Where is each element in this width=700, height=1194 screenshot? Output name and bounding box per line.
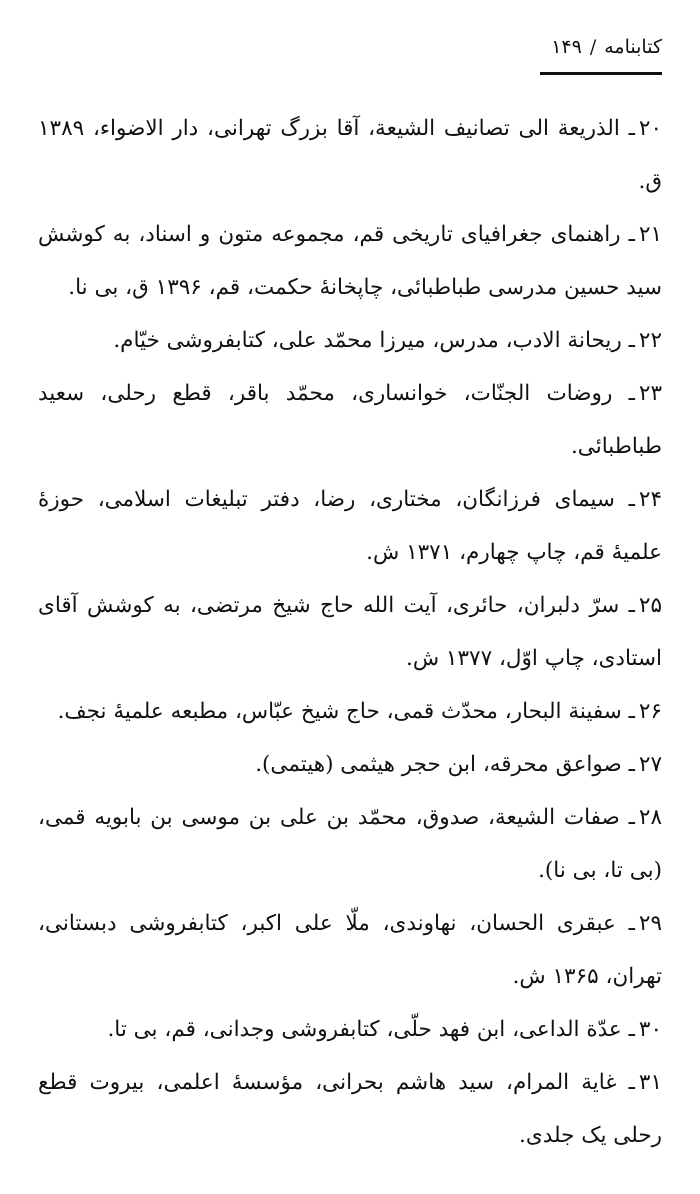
bibliography-entry (38, 579, 662, 685)
bibliography-entry (38, 367, 662, 473)
entry-text: ـ عدّة الداعی، ابن فهد حلّی، کتابفروشی وجدانی، قم، بی تا. (107, 1017, 635, 1042)
bibliography-list (38, 102, 662, 1162)
entry-number: ۲۶ (638, 699, 662, 724)
bibliography-entry (38, 1056, 662, 1162)
entry-number: ۲۵ (638, 593, 662, 618)
entry-text: ـ صواعق محرقه، ابن حجر هیثمی (هیتمی). (255, 752, 635, 777)
entry-text: ـ راهنمای جغرافیای تاریخی قم، مجموعه متون و اسناد، به کوشش سید حسین مدرسی طباطبائی، چاپخانۀ حکمت، قم، ۱۳۹۶ ق، بی نا. (38, 222, 662, 300)
bibliography-entry (38, 208, 662, 314)
header-title: کتابنامه (604, 36, 662, 58)
entry-number: ۲۰ (638, 116, 662, 141)
entry-number: ۲۹ (638, 911, 662, 936)
bibliography-entry (38, 738, 662, 791)
page-number: ۱۴۹ (551, 36, 582, 58)
bibliography-entry (38, 473, 662, 579)
entry-number: ۲۸ (638, 805, 662, 830)
entry-number: ۳۰ (638, 1017, 662, 1042)
entry-number: ۳۱ (638, 1070, 662, 1095)
entry-text: ـ صفات الشیعة، صدوق، محمّد بن علی بن موسی بن بابویه قمی، (بی تا، بی نا). (38, 805, 662, 883)
entry-number: ۲۲ (638, 328, 662, 353)
entry-text: ـ سفینة البحار، محدّث قمی، حاج شیخ عبّاس، مطبعه علمیۀ نجف. (57, 699, 635, 724)
entry-text: ـ عبقری الحسان، نهاوندی، ملّا علی اکبر، کتابفروشی دبستانی، تهران، ۱۳۶۵ ش. (38, 911, 662, 989)
bibliography-entry (38, 791, 662, 897)
entry-text: ـ سیمای فرزانگان، مختاری، رضا، دفتر تبلیغات اسلامی، حوزۀ علمیۀ قم، چاپ چهارم، ۱۳۷۱ ش. (38, 487, 662, 565)
entry-number: ۲۷ (638, 752, 662, 777)
bibliography-entry (38, 314, 662, 367)
entry-number: ۲۴ (638, 487, 662, 512)
entry-number: ۲۳ (638, 381, 662, 406)
entry-text: ـ غایة المرام، سید هاشم بحرانی، مؤسسۀ اعلمی، بیروت قطع رحلی یک جلدی. (38, 1070, 662, 1148)
bibliography-entry (38, 897, 662, 1003)
entry-number: ۲۱ (638, 222, 662, 247)
running-header (551, 36, 662, 58)
header-separator: / (589, 36, 597, 58)
bibliography-entry (38, 102, 662, 208)
entry-text: ـ روضات الجنّات، خوانساری، محمّد باقر، قطع رحلی، سعید طباطبائی. (38, 381, 662, 459)
entry-text: ـ الذریعة الی تصانیف الشیعة، آقا بزرگ تهرانی، دار الاضواء، ۱۳۸۹ ق. (38, 116, 662, 194)
entry-text: ـ سرّ دلبران، حائری، آیت الله حاج شیخ مرتضی، به کوشش آقای استادی، چاپ اوّل، ۱۳۷۷ ش. (38, 593, 662, 671)
bibliography-entry (38, 685, 662, 738)
entry-text: ـ ریحانة الادب، مدرس، میرزا محمّد علی، کتابفروشی خیّام. (113, 328, 635, 353)
bibliography-entry (38, 1003, 662, 1056)
header-rule (540, 72, 662, 75)
